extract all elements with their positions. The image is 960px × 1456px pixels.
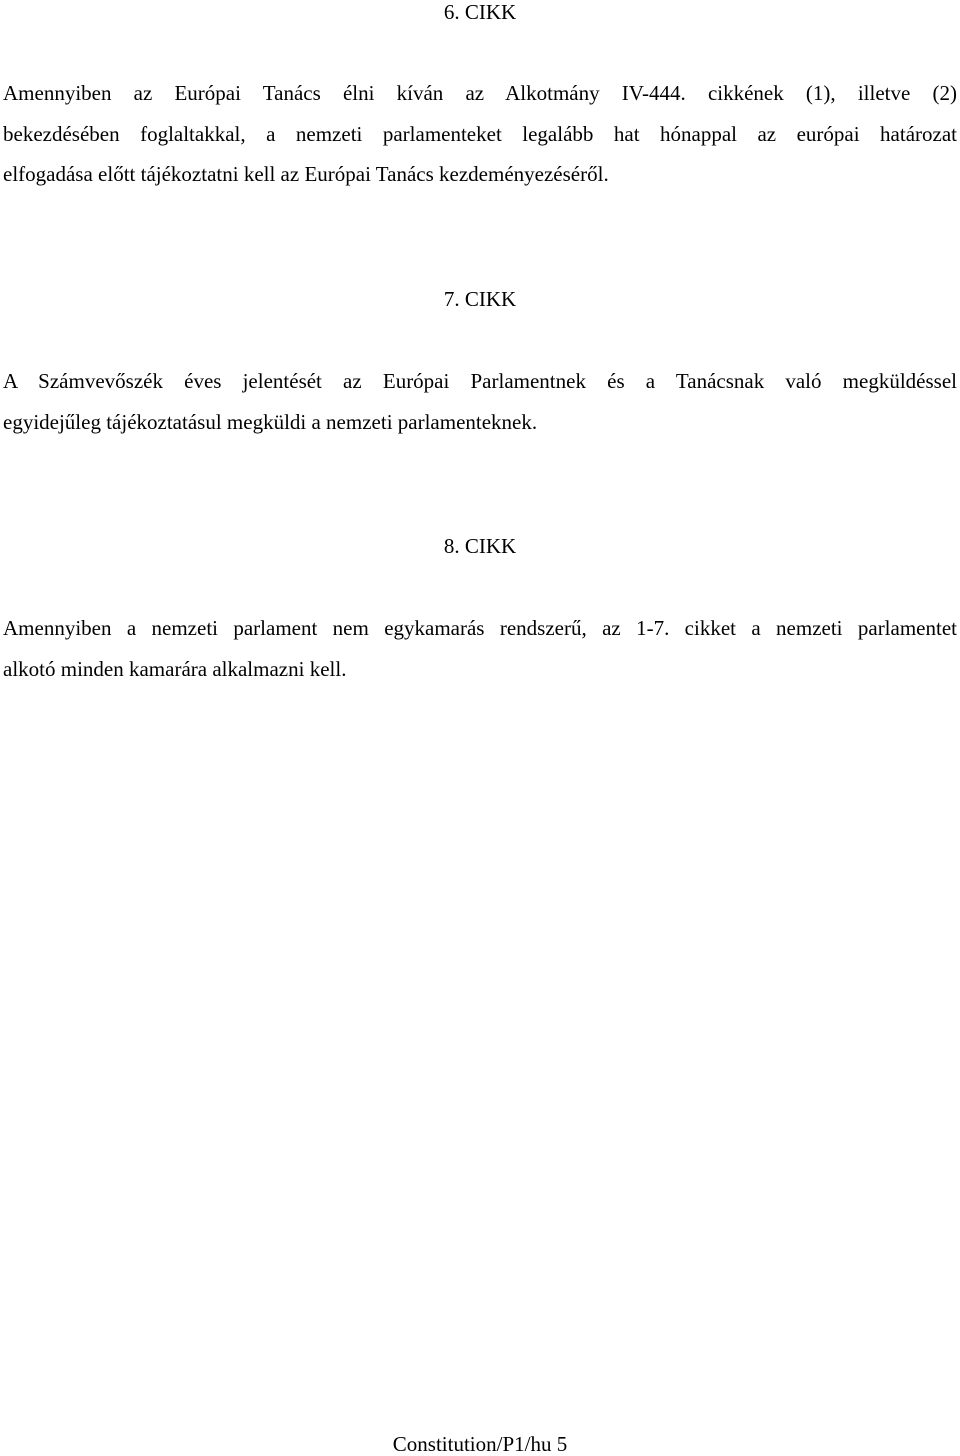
article-6-body xyxy=(3,73,957,195)
article-6-line-3: elfogadása előtt tájékoztatni kell az Európai Tanács kezdeményezéséről. xyxy=(3,162,609,186)
article-7-heading: 7. CIKK xyxy=(443,287,517,311)
article-8-line-1: Amennyiben a nemzeti parlament nem egykamarás rendszerű, az 1-7. cikket a nemzeti parlamentet xyxy=(3,616,957,640)
article-6-heading: 6. CIKK xyxy=(443,0,517,24)
article-8-body xyxy=(3,608,957,689)
article-8-line-2: alkotó minden kamarára alkalmazni kell. xyxy=(3,656,347,681)
page-footer: Constitution/P1/hu 5 xyxy=(392,1432,568,1456)
article-7-line-1: A Számvevőszék éves jelentését az Európai Parlamentnek és a Tanácsnak való megküldéssel xyxy=(3,369,957,393)
article-6-line-1: Amennyiben az Európai Tanács élni kíván az Alkotmány IV-444. cikkének (1), illetve (2) xyxy=(3,81,957,105)
article-8-heading: 8. CIKK xyxy=(443,534,517,558)
article-7-body xyxy=(3,361,957,442)
article-7-line-2: egyidejűleg tájékoztatásul megküldi a nemzeti parlamenteknek. xyxy=(3,409,538,434)
article-6-line-2: bekezdésében foglaltakkal, a nemzeti parlamenteket legalább hat hónappal az európai határozat xyxy=(3,121,957,146)
